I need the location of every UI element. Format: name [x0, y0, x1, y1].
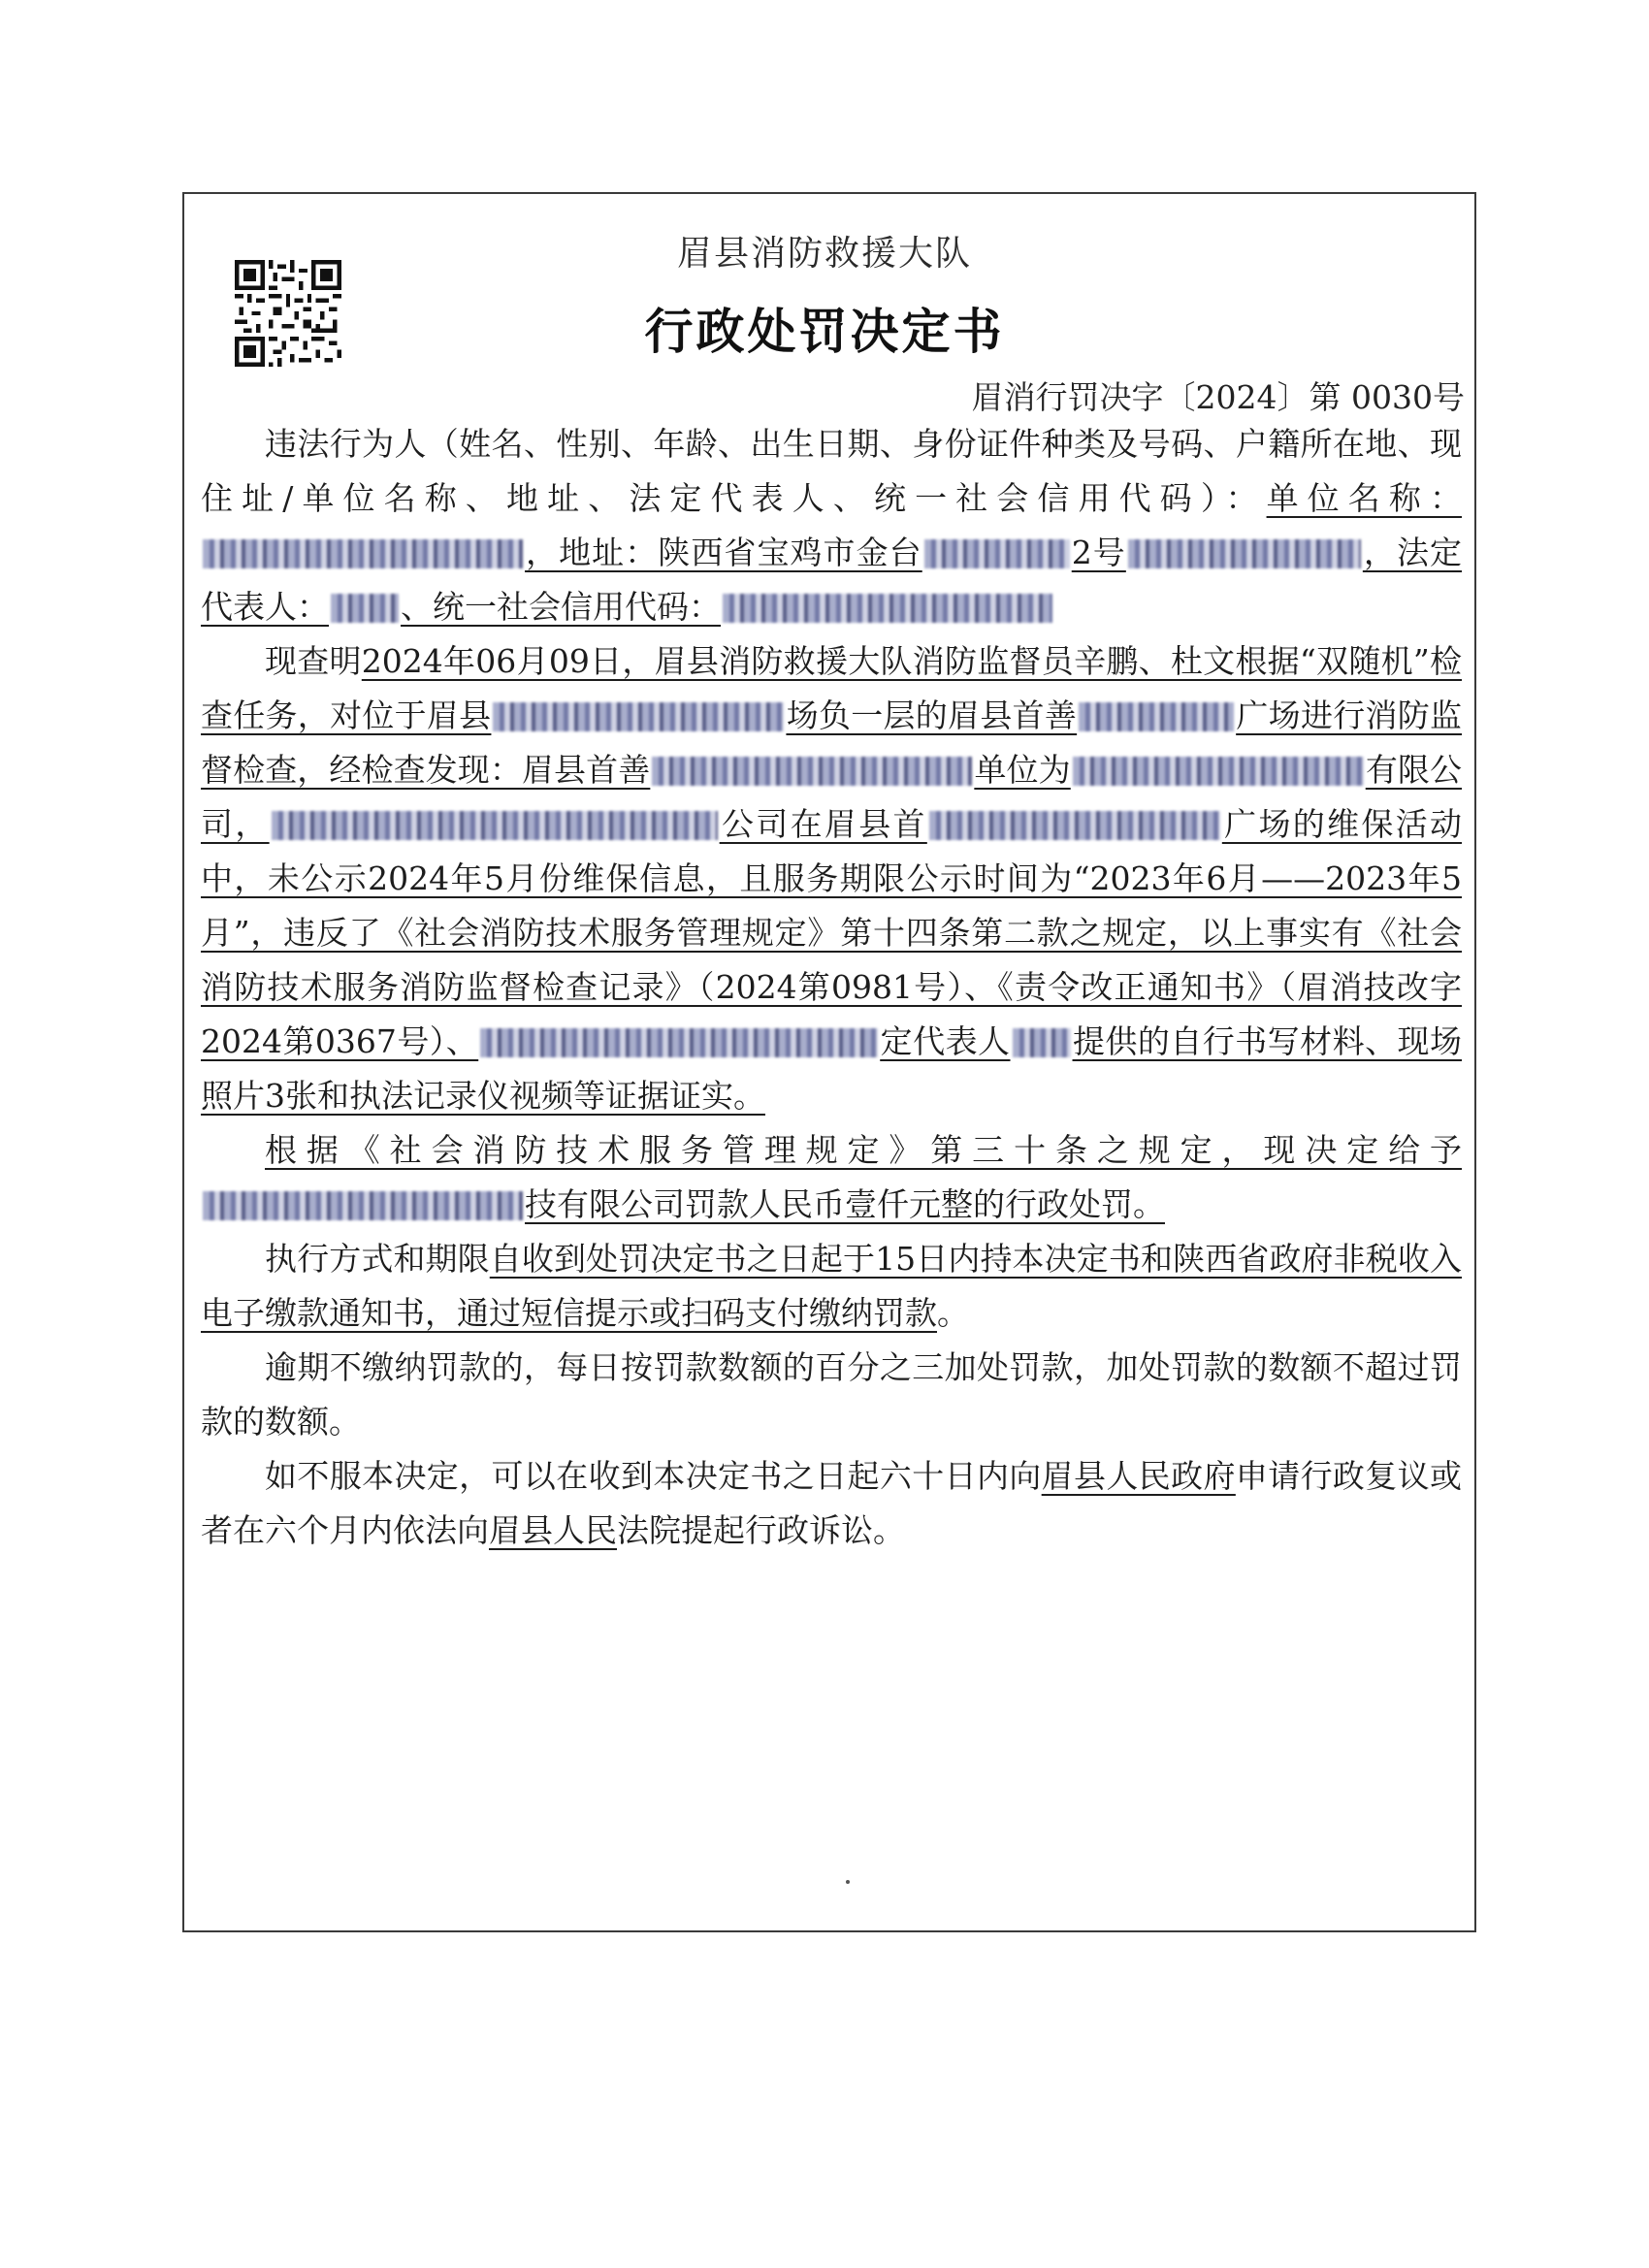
- findings-intro: 现查明: [265, 642, 362, 680]
- redacted-address-1: [924, 539, 1070, 568]
- findings-rep: 定代表人: [880, 1022, 1011, 1060]
- findings-location: 场负一层的眉县首善: [786, 697, 1078, 734]
- findings-company-suffix: 有限公司，: [201, 751, 1463, 843]
- execution-terms: 自收到处罚决定书之日起于15日内持本决定书和陕西省政府非税收入电子缴款通知书，通过短信提示或扫码支付缴纳罚款: [201, 1240, 1462, 1332]
- findings-inspection: 广场进行消防监督检查，经检查发现：眉县首善: [201, 697, 1463, 789]
- redacted-location-2: [1079, 702, 1234, 731]
- document-title: 行政处罚决定书: [644, 303, 1005, 360]
- paragraph-overdue: 逾期不缴纳罚款的，每日按罚款数额的百分之三加处罚款，加处罚款的数额不超过罚款的数额。: [201, 1348, 1462, 1441]
- paragraph-decision: [201, 1123, 1462, 1232]
- unit-name-label: 单位名称：: [1266, 479, 1462, 517]
- appeal-end: 法院提起行政诉讼。: [617, 1511, 905, 1549]
- redacted-location-3: [652, 757, 972, 786]
- redacted-unit-name: [203, 539, 523, 568]
- findings-violation: 广场的维保活动中，未公示2024年5月份维保信息，且服务期限公示时间为“2023年6月——2023年5月”，违反了《社会消防技术服务管理规定》第十四条第二款之规定，以上事实有《社会消防技术服务消防监督检查记录》（2024第0981号）、《责令改正通知书》（眉消技改字2024第0367号）、: [201, 805, 1462, 1060]
- appeal-gov: 眉县人民政府: [1041, 1457, 1236, 1495]
- document-body: [201, 417, 1462, 1558]
- address-number: 2号: [1071, 534, 1126, 571]
- redacted-company-2: [272, 811, 718, 840]
- decision-basis: 根据《社会消防技术服务管理规定》第三十条之规定，现决定给予: [265, 1131, 1462, 1169]
- findings-company: 公司在眉县首: [719, 805, 927, 843]
- redacted-credit-code: [723, 594, 1052, 623]
- appeal-intro: 如不服本决定，可以在收到本决定书之日起六十日内向: [265, 1457, 1042, 1495]
- paragraph-appeal: [201, 1449, 1462, 1558]
- scan-mark: [846, 1880, 850, 1884]
- paragraph-offender: [201, 417, 1462, 634]
- appeal-middle: 申请行政复议或者在六个月内依法向: [201, 1457, 1463, 1549]
- redacted-company-3: [480, 1028, 878, 1057]
- legal-rep-label: ，法定代表人：: [201, 534, 1463, 626]
- issuing-agency: 眉县消防救援大队: [676, 234, 972, 274]
- redacted-location-4: [929, 811, 1220, 840]
- document-number: 眉消行罚决字〔2024〕第 0030号: [971, 378, 1465, 416]
- paragraph-findings: [201, 634, 1462, 1123]
- findings-evidence: 提供的自行书写材料、现场照片3张和执法记录仪视频等证据证实。: [201, 1022, 1463, 1115]
- findings-unit: 单位为: [974, 751, 1071, 789]
- redacted-company-1: [1073, 757, 1364, 786]
- redacted-company-4: [203, 1191, 523, 1220]
- findings-date: 2024年06月09日，眉县消防救援大队消防监督员辛鹏、杜文根据“双随机”检查任务，对位于眉县: [201, 642, 1462, 734]
- execution-end: 。: [937, 1294, 969, 1332]
- paragraph-execution: [201, 1232, 1462, 1341]
- redacted-legal-rep: [331, 594, 399, 623]
- credit-code-label: 、统一社会信用代码：: [401, 588, 721, 626]
- appeal-court: 眉县人民: [489, 1511, 617, 1549]
- redacted-location-1: [493, 702, 784, 731]
- offender-intro: 违法行为人（姓名、性别、年龄、出生日期、身份证件种类及号码、户籍所在地、现住址/单位名称、地址、法定代表人、统一社会信用代码）：: [201, 425, 1462, 517]
- decision-penalty: 技有限公司罚款人民币壹仟元整的行政处罚。: [525, 1185, 1165, 1223]
- redacted-address-2: [1128, 539, 1361, 568]
- redacted-rep-name: [1013, 1028, 1071, 1057]
- execution-label: 执行方式和期限: [265, 1240, 490, 1278]
- address-label: ，地址：陕西省宝鸡市金台: [525, 534, 922, 571]
